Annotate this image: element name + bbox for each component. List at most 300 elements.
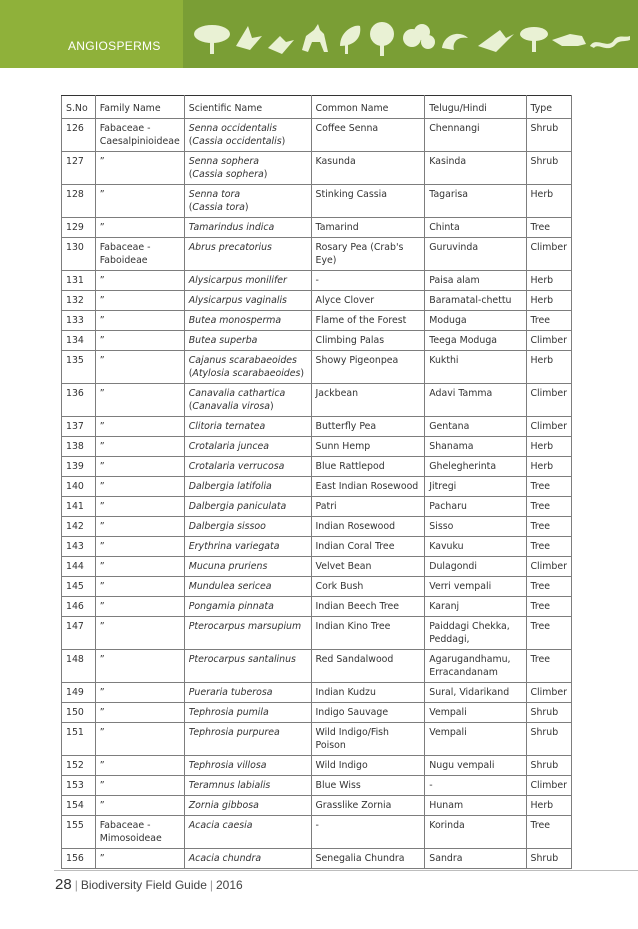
cell-local xyxy=(425,517,526,537)
table-row xyxy=(62,683,572,703)
cell-local xyxy=(425,218,526,238)
cell-type xyxy=(526,597,572,617)
cell-local-text: Karanj xyxy=(429,601,460,612)
cell-type-text: Herb xyxy=(530,355,554,366)
cell-common-text: Showy Pigeonpea xyxy=(315,355,399,366)
cell-local xyxy=(425,617,526,650)
cell-scientific-text: Alysicarpus vaginalis xyxy=(188,295,287,306)
cell-type-text: Tree xyxy=(530,581,551,592)
cell-type xyxy=(526,331,572,351)
table-row xyxy=(62,311,572,331)
cell-type xyxy=(526,437,572,457)
cell-scientific xyxy=(184,849,311,869)
cell-local-text: Kukthi xyxy=(429,355,459,366)
cell-type xyxy=(526,152,572,185)
cell-family xyxy=(95,577,184,597)
cell-common-text: Stinking Cassia xyxy=(315,189,388,200)
cell-sno xyxy=(62,384,96,417)
cell-sno-text: 141 xyxy=(66,501,84,512)
cell-family-text: ” xyxy=(99,601,105,612)
cell-sno-text: 137 xyxy=(66,421,84,432)
cell-type xyxy=(526,683,572,703)
table-row xyxy=(62,537,572,557)
cell-type-text: Herb xyxy=(530,189,554,200)
cell-scientific xyxy=(184,723,311,756)
cell-common-text: - xyxy=(315,820,319,831)
cell-type-text: Shrub xyxy=(530,727,559,738)
cell-scientific: Canavalia cathartica (Canavalia virosa) xyxy=(184,384,311,417)
cell-family-text: ” xyxy=(99,315,105,326)
cell-local xyxy=(425,331,526,351)
cell-local xyxy=(425,816,526,849)
cell-scientific xyxy=(184,796,311,816)
cell-scientific-text: Pterocarpus marsupium xyxy=(188,621,302,632)
cell-scientific-text: Senna sophera xyxy=(188,156,259,167)
cell-type xyxy=(526,291,572,311)
cell-local xyxy=(425,119,526,152)
footer-separator: | xyxy=(209,878,213,892)
cell-common xyxy=(311,849,425,869)
cell-common-text: Alyce Clover xyxy=(315,295,375,306)
cell-sno xyxy=(62,185,96,218)
cell-type xyxy=(526,185,572,218)
cell-common xyxy=(311,776,425,796)
cell-family xyxy=(95,796,184,816)
cell-type xyxy=(526,703,572,723)
cell-type-text: Climber xyxy=(530,242,567,253)
column-header-common: Common Name xyxy=(311,96,425,119)
cell-scientific-text: Mucuna pruriens xyxy=(188,561,268,572)
table-row xyxy=(62,756,572,776)
cell-local-text: Shanama xyxy=(429,441,474,452)
cell-common xyxy=(311,617,425,650)
cell-common xyxy=(311,437,425,457)
cell-sno-text: 147 xyxy=(66,621,84,632)
cell-sno xyxy=(62,291,96,311)
cell-local-text: Baramatal-chettu xyxy=(429,295,512,306)
cell-common-text: Butterfly Pea xyxy=(315,421,377,432)
cell-family xyxy=(95,291,184,311)
cell-local xyxy=(425,796,526,816)
cell-type xyxy=(526,816,572,849)
cell-local xyxy=(425,185,526,218)
cell-family-text: Fabaceae - Mimosoideae xyxy=(99,820,162,844)
section-title: ANGIOSPERMS xyxy=(68,39,161,53)
cell-sno xyxy=(62,683,96,703)
cell-local-text: Vempali xyxy=(429,727,467,738)
cell-scientific-text: Tephrosia purpurea xyxy=(188,727,280,738)
cell-family xyxy=(95,311,184,331)
cell-family xyxy=(95,417,184,437)
cell-sno xyxy=(62,517,96,537)
cell-type-text: Tree xyxy=(530,501,551,512)
cell-common xyxy=(311,756,425,776)
cell-sno xyxy=(62,152,96,185)
cell-scientific-text: Butea monosperma xyxy=(188,315,282,326)
cell-sno-text: 136 xyxy=(66,388,84,399)
cell-local xyxy=(425,437,526,457)
cell-sno xyxy=(62,723,96,756)
cell-local xyxy=(425,723,526,756)
cell-sno-text: 149 xyxy=(66,687,84,698)
cell-scientific xyxy=(184,577,311,597)
cell-scientific xyxy=(184,816,311,849)
cell-family xyxy=(95,683,184,703)
cell-family-text: ” xyxy=(99,222,105,233)
cell-common-text: Red Sandalwood xyxy=(315,654,394,665)
cell-scientific-text: Dalbergia sissoo xyxy=(188,521,266,532)
cell-local-text: Vempali xyxy=(429,707,467,718)
table-row xyxy=(62,723,572,756)
cell-type xyxy=(526,537,572,557)
cell-family-text: ” xyxy=(99,521,105,532)
table-row xyxy=(62,351,572,384)
cell-type-text: Herb xyxy=(530,441,554,452)
cell-family xyxy=(95,816,184,849)
cell-local-text: Chinta xyxy=(429,222,460,233)
cell-common-text: Kasunda xyxy=(315,156,356,167)
scientific-synonym: Cassia sophera xyxy=(192,169,264,180)
cell-sno xyxy=(62,351,96,384)
species-table xyxy=(61,95,572,869)
cell-family xyxy=(95,351,184,384)
cell-sno xyxy=(62,119,96,152)
cell-common-text: Cork Bush xyxy=(315,581,364,592)
table-row xyxy=(62,218,572,238)
cell-scientific xyxy=(184,291,311,311)
cell-local xyxy=(425,351,526,384)
cell-common xyxy=(311,238,425,271)
cell-family xyxy=(95,557,184,577)
cell-sno xyxy=(62,557,96,577)
cell-scientific xyxy=(184,650,311,683)
cell-common-text: Grasslike Zornia xyxy=(315,800,392,811)
cell-sno xyxy=(62,331,96,351)
cell-local-text: Pacharu xyxy=(429,501,467,512)
cell-scientific: Senna tora (Cassia tora) xyxy=(184,185,311,218)
cell-family xyxy=(95,218,184,238)
cell-common xyxy=(311,351,425,384)
cell-common-text: Coffee Senna xyxy=(315,123,379,134)
cell-local-text: Chennangi xyxy=(429,123,480,134)
cell-family xyxy=(95,756,184,776)
cell-common xyxy=(311,417,425,437)
cell-common xyxy=(311,185,425,218)
cell-type-text: Herb xyxy=(530,461,554,472)
cell-sno-text: 150 xyxy=(66,707,84,718)
cell-scientific-text: Acacia chundra xyxy=(188,853,262,864)
table-row xyxy=(62,291,572,311)
cell-sno-text: 127 xyxy=(66,156,84,167)
cell-sno xyxy=(62,849,96,869)
cell-local-text: Teega Moduga xyxy=(429,335,498,346)
cell-family xyxy=(95,238,184,271)
cell-type xyxy=(526,457,572,477)
cell-family xyxy=(95,185,184,218)
cell-scientific-text: Butea superba xyxy=(188,335,258,346)
cell-common xyxy=(311,311,425,331)
cell-scientific xyxy=(184,517,311,537)
cell-sno-text: 128 xyxy=(66,189,84,200)
cell-family xyxy=(95,776,184,796)
cell-type-text: Tree xyxy=(530,654,551,665)
cell-local xyxy=(425,497,526,517)
cell-sno xyxy=(62,497,96,517)
table-row xyxy=(62,185,572,218)
cell-sno xyxy=(62,437,96,457)
cell-type xyxy=(526,417,572,437)
cell-type xyxy=(526,119,572,152)
page-header xyxy=(0,0,638,68)
cell-sno-text: 155 xyxy=(66,820,84,831)
cell-type-text: Shrub xyxy=(530,760,559,771)
cell-family-text: ” xyxy=(99,481,105,492)
cell-local-text: Moduga xyxy=(429,315,467,326)
cell-family-text: ” xyxy=(99,780,105,791)
cell-sno xyxy=(62,417,96,437)
cell-common-text: Senegalia Chundra xyxy=(315,853,405,864)
cell-family-text: ” xyxy=(99,707,105,718)
cell-sno-text: 134 xyxy=(66,335,84,346)
cell-local xyxy=(425,703,526,723)
cell-local-text: Kavuku xyxy=(429,541,464,552)
cell-local xyxy=(425,271,526,291)
cell-family-text: ” xyxy=(99,421,105,432)
cell-scientific xyxy=(184,703,311,723)
cell-scientific xyxy=(184,617,311,650)
cell-sno-text: 131 xyxy=(66,275,84,286)
cell-type xyxy=(526,517,572,537)
cell-sno-text: 144 xyxy=(66,561,84,572)
cell-scientific-text: Tephrosia villosa xyxy=(188,760,267,771)
cell-scientific xyxy=(184,557,311,577)
cell-type xyxy=(526,218,572,238)
table-row xyxy=(62,437,572,457)
cell-common-text: Indian Kino Tree xyxy=(315,621,391,632)
cell-type xyxy=(526,756,572,776)
cell-sno-text: 156 xyxy=(66,853,84,864)
footer-title: Biodiversity Field Guide xyxy=(80,878,207,892)
cell-local xyxy=(425,457,526,477)
cell-common-text: Patri xyxy=(315,501,337,512)
cell-common xyxy=(311,218,425,238)
cell-type-text: Tree xyxy=(530,481,551,492)
cell-scientific xyxy=(184,238,311,271)
table-header-row xyxy=(62,96,572,119)
cell-type-text: Tree xyxy=(530,601,551,612)
cell-type-text: Climber xyxy=(530,780,567,791)
cell-sno-text: 139 xyxy=(66,461,84,472)
cell-sno-text: 143 xyxy=(66,541,84,552)
table-row xyxy=(62,577,572,597)
cell-scientific xyxy=(184,218,311,238)
cell-local xyxy=(425,577,526,597)
cell-local-text: - xyxy=(429,780,433,791)
cell-common xyxy=(311,331,425,351)
cell-local xyxy=(425,756,526,776)
cell-scientific xyxy=(184,311,311,331)
cell-family-text: ” xyxy=(99,156,105,167)
table-row xyxy=(62,457,572,477)
cell-scientific-text: Cajanus scarabaeoides xyxy=(188,355,297,366)
cell-scientific-text: Clitoria ternatea xyxy=(188,421,266,432)
cell-scientific xyxy=(184,756,311,776)
table-row xyxy=(62,816,572,849)
cell-local-text: Hunam xyxy=(429,800,464,811)
cell-sno xyxy=(62,597,96,617)
cell-type-text: Climber xyxy=(530,335,567,346)
cell-scientific xyxy=(184,537,311,557)
cell-family-text: ” xyxy=(99,621,105,632)
table-row xyxy=(62,557,572,577)
table-row xyxy=(62,417,572,437)
table-row xyxy=(62,597,572,617)
cell-family-text: Fabaceae - Faboideae xyxy=(99,242,151,266)
cell-sno xyxy=(62,457,96,477)
table-row xyxy=(62,776,572,796)
cell-scientific xyxy=(184,776,311,796)
column-header-local: Telugu/Hindi xyxy=(425,96,526,119)
cell-type xyxy=(526,650,572,683)
cell-family xyxy=(95,152,184,185)
cell-common-text: Indian Kudzu xyxy=(315,687,376,698)
cell-family-text: ” xyxy=(99,441,105,452)
table-row xyxy=(62,517,572,537)
cell-local-text: Tagarisa xyxy=(429,189,468,200)
cell-scientific-text: Crotalaria juncea xyxy=(188,441,269,452)
cell-sno xyxy=(62,776,96,796)
cell-family-text: Fabaceae - Caesalpinioideae xyxy=(99,123,180,147)
cell-common xyxy=(311,703,425,723)
cell-scientific-text: Erythrina variegata xyxy=(188,541,280,552)
cell-type xyxy=(526,477,572,497)
cell-common xyxy=(311,796,425,816)
cell-local-text: Gentana xyxy=(429,421,470,432)
cell-sno-text: 151 xyxy=(66,727,84,738)
cell-scientific-text: Pterocarpus santalinus xyxy=(188,654,296,665)
cell-scientific-text: Senna occidentalis xyxy=(188,123,277,134)
cell-local xyxy=(425,537,526,557)
cell-local-text: Sisso xyxy=(429,521,454,532)
table-row xyxy=(62,703,572,723)
table-row xyxy=(62,119,572,152)
cell-family xyxy=(95,271,184,291)
cell-common xyxy=(311,683,425,703)
cell-scientific-text: Pueraria tuberosa xyxy=(188,687,273,698)
cell-family xyxy=(95,477,184,497)
scientific-synonym: Cassia occidentalis xyxy=(192,136,282,147)
cell-scientific-text: Tephrosia pumila xyxy=(188,707,269,718)
cell-common-text: Blue Rattlepod xyxy=(315,461,385,472)
footer-divider xyxy=(54,870,638,871)
scientific-synonym: Cassia tora xyxy=(192,202,245,213)
cell-sno-text: 130 xyxy=(66,242,84,253)
species-table-body xyxy=(62,119,572,869)
cell-family xyxy=(95,617,184,650)
cell-family xyxy=(95,437,184,457)
cell-type xyxy=(526,557,572,577)
cell-type xyxy=(526,617,572,650)
cell-sno xyxy=(62,756,96,776)
cell-sno-text: 135 xyxy=(66,355,84,366)
cell-sno xyxy=(62,617,96,650)
cell-family xyxy=(95,537,184,557)
cell-family-text: ” xyxy=(99,853,105,864)
cell-local xyxy=(425,597,526,617)
cell-sno-text: 148 xyxy=(66,654,84,665)
cell-family xyxy=(95,497,184,517)
cell-scientific: Senna sophera (Cassia sophera) xyxy=(184,152,311,185)
cell-local-text: Agarugandhamu, Erracandanam xyxy=(429,654,511,678)
table-row xyxy=(62,617,572,650)
table-row xyxy=(62,271,572,291)
cell-local-text: Jitregi xyxy=(429,481,457,492)
cell-common-text: Tamarind xyxy=(315,222,359,233)
cell-common xyxy=(311,816,425,849)
cell-type-text: Tree xyxy=(530,820,551,831)
cell-local xyxy=(425,776,526,796)
table-row xyxy=(62,331,572,351)
cell-sno xyxy=(62,477,96,497)
cell-local-text: Nugu vempali xyxy=(429,760,495,771)
cell-family-text: ” xyxy=(99,760,105,771)
cell-family xyxy=(95,384,184,417)
table-row xyxy=(62,384,572,417)
cell-type xyxy=(526,238,572,271)
cell-scientific-text: Tamarindus indica xyxy=(188,222,275,233)
cell-sno-text: 126 xyxy=(66,123,84,134)
cell-type xyxy=(526,849,572,869)
cell-sno xyxy=(62,796,96,816)
cell-common xyxy=(311,597,425,617)
cell-common xyxy=(311,517,425,537)
cell-family-text: ” xyxy=(99,189,105,200)
cell-type xyxy=(526,497,572,517)
cell-local xyxy=(425,417,526,437)
cell-family-text: ” xyxy=(99,727,105,738)
cell-scientific-text: Canavalia cathartica xyxy=(188,388,286,399)
cell-sno xyxy=(62,218,96,238)
cell-type xyxy=(526,311,572,331)
cell-local-text: Adavi Tamma xyxy=(429,388,493,399)
cell-common-text: Indian Beech Tree xyxy=(315,601,400,612)
cell-sno xyxy=(62,311,96,331)
cell-type-text: Tree xyxy=(530,521,551,532)
cell-scientific-text: Senna tora xyxy=(188,189,241,200)
cell-common-text: Climbing Palas xyxy=(315,335,385,346)
table-row xyxy=(62,238,572,271)
cell-local xyxy=(425,477,526,497)
cell-sno-text: 152 xyxy=(66,760,84,771)
cell-common-text: Wild Indigo/Fish Poison xyxy=(315,727,389,751)
cell-common-text: Sunn Hemp xyxy=(315,441,371,452)
cell-local-text: Sandra xyxy=(429,853,463,864)
cell-common-text: East Indian Rosewood xyxy=(315,481,419,492)
cell-common-text: Wild Indigo xyxy=(315,760,368,771)
cell-type-text: Herb xyxy=(530,800,554,811)
cell-common xyxy=(311,457,425,477)
cell-sno-text: 145 xyxy=(66,581,84,592)
scientific-synonym: Canavalia virosa xyxy=(192,401,270,412)
cell-common xyxy=(311,650,425,683)
page-number: 28 xyxy=(55,876,72,893)
cell-family xyxy=(95,849,184,869)
cell-common-text: Indian Coral Tree xyxy=(315,541,395,552)
cell-sno-text: 142 xyxy=(66,521,84,532)
cell-type-text: Climber xyxy=(530,388,567,399)
cell-common xyxy=(311,723,425,756)
cell-sno-text: 140 xyxy=(66,481,84,492)
